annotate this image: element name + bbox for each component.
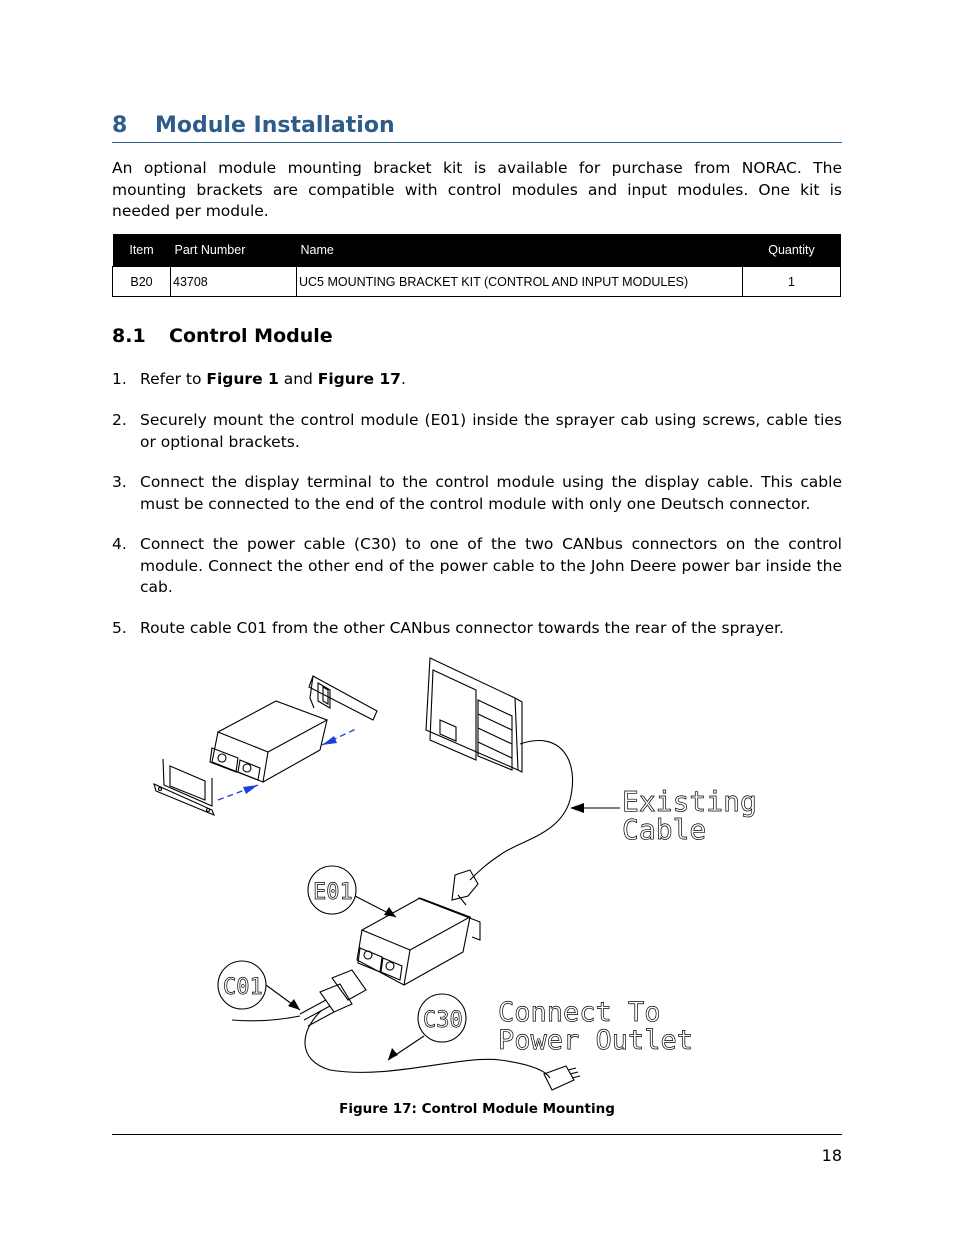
arrow-icon <box>388 1048 398 1060</box>
header-part-number: Part Number <box>171 234 297 267</box>
figure-17-reference: Figure 17 <box>317 370 401 388</box>
list-item <box>112 410 842 454</box>
label-e01: E01 <box>313 880 353 905</box>
step-text: Route cable C01 from the other CANbus connector towards the rear of the sprayer. <box>140 619 784 637</box>
cell-quantity: 1 <box>743 267 841 297</box>
display-cable <box>470 741 573 880</box>
list-item <box>112 472 842 516</box>
table-row <box>113 267 841 297</box>
label-c30: C30 <box>423 1008 463 1033</box>
subsection-heading <box>112 325 333 347</box>
section-heading <box>112 112 842 143</box>
step-number: 4. <box>112 535 127 553</box>
footer-rule <box>112 1134 842 1135</box>
subsection-title: Control Module <box>169 325 333 347</box>
header-quantity: Quantity <box>743 234 841 267</box>
label-c01: C01 <box>223 975 263 1000</box>
cable-c01 <box>232 1016 300 1021</box>
label-existing: Existing <box>622 785 757 818</box>
cell-name: UC5 MOUNTING BRACKET KIT (CONTROL AND INPUT MODULES) <box>297 267 743 297</box>
list-item <box>112 534 842 600</box>
intro-paragraph: An optional module mounting bracket kit is available for purchase from NORAC. The mounting brackets are compatible with control modules and input modules. One kit is needed per module. <box>112 159 842 220</box>
figure-caption: Figure 17: Control Module Mounting <box>339 1101 615 1117</box>
step-text-part: Refer to <box>140 370 207 388</box>
control-module-mounting-figure <box>140 650 820 1095</box>
step-text: Connect the power cable (C30) to one of the two CANbus connectors on the control module. Connect the other end of the power cable to the John Deere power bar inside the cab. <box>140 535 842 596</box>
mounting-bracket-left <box>154 759 214 815</box>
cell-item: B20 <box>113 267 171 297</box>
parts-table <box>112 234 841 297</box>
page-number: 18 <box>821 1146 842 1165</box>
canbus-connectors <box>300 970 366 1026</box>
arrow-icon <box>570 803 584 813</box>
figure-1-reference: Figure 1 <box>206 370 279 388</box>
section-title: Module Installation <box>155 113 395 138</box>
step-text: Connect the display terminal to the control module using the display cable. This cable must be connected to the end of the control module with only one Deutsch connector. <box>140 473 842 513</box>
module-e01-illustration <box>357 898 480 985</box>
list-item <box>112 369 842 391</box>
assembly-arrow-icon <box>322 736 337 745</box>
step-text: Securely mount the control module (E01) inside the sprayer cab using screws, cable ties or optional brackets. <box>140 411 842 451</box>
table-header-row <box>113 234 841 267</box>
cell-part-number: 43708 <box>171 267 297 297</box>
mounting-bracket-right <box>309 676 377 720</box>
step-number: 1. <box>112 370 127 388</box>
header-name: Name <box>297 234 743 267</box>
control-module-illustration <box>210 701 327 782</box>
arrow-icon <box>288 999 300 1010</box>
list-item <box>112 618 842 640</box>
header-item: Item <box>113 234 171 267</box>
step-number: 2. <box>112 411 127 429</box>
step-text <box>140 369 842 391</box>
step-number: 3. <box>112 473 127 491</box>
step-text-part: . <box>400 370 406 388</box>
subsection-number: 8.1 <box>112 325 146 347</box>
section-number: 8 <box>112 113 128 138</box>
step-text-part: and <box>278 370 318 388</box>
step-number: 5. <box>112 619 127 637</box>
assembly-arrow-icon <box>243 785 258 794</box>
display-terminal-illustration <box>426 658 522 772</box>
label-cable: Cable <box>622 813 707 846</box>
label-power-outlet: Power Outlet <box>498 1025 694 1056</box>
label-connect-to: Connect To <box>498 997 661 1028</box>
